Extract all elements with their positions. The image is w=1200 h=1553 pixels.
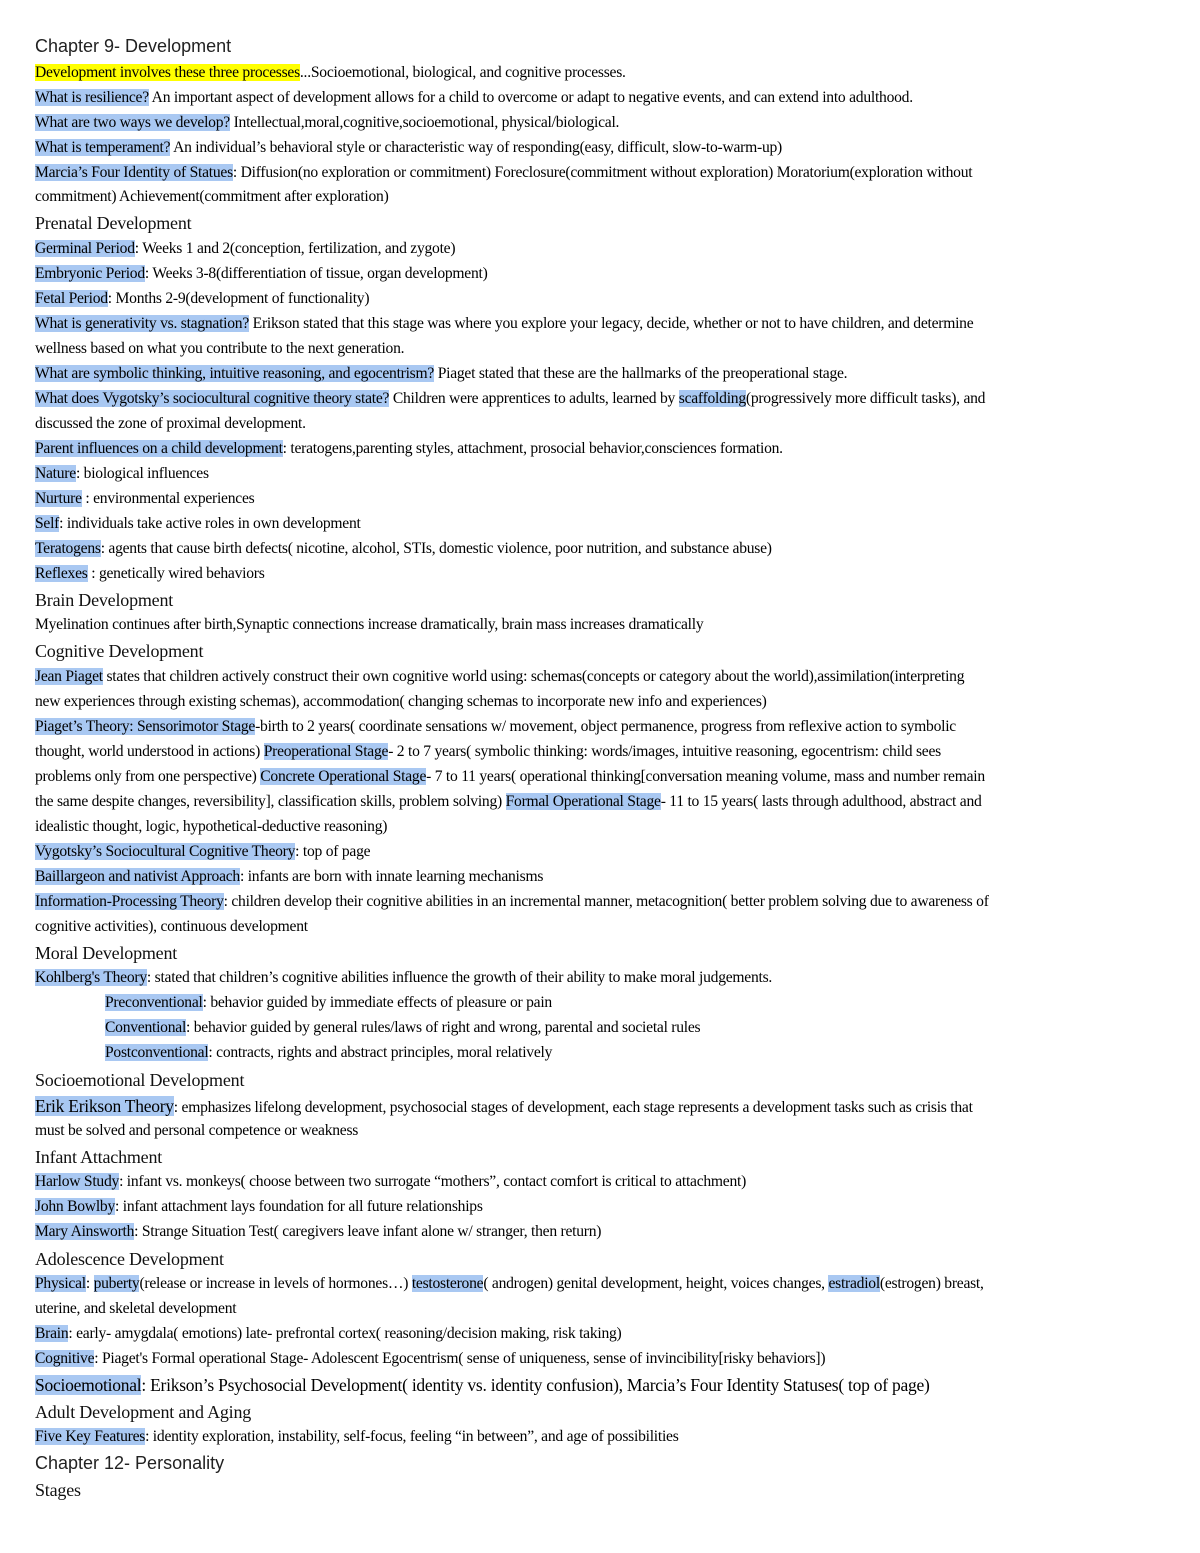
- highlight-term: Self: [35, 515, 60, 532]
- highlight-term: Preoperational Stage: [263, 743, 389, 760]
- highlight-term: Preconventional: [105, 994, 203, 1011]
- section-heading: Adolescence Development: [35, 1249, 224, 1269]
- chapter-title: Chapter 9- Development: [35, 36, 232, 56]
- text-line: Nature: biological influences: [35, 465, 209, 482]
- highlight-term: Piaget’s Theory: Sensorimotor Stage: [35, 718, 256, 735]
- text-line: Mary Ainsworth: Strange Situation Test( caregivers leave infant alone w/ stranger, then return): [35, 1223, 602, 1240]
- text-line: Parent influences on a child development: teratogens,parenting styles, attachment, prosocial behavior,consciences formation.: [35, 440, 783, 457]
- highlight-term: Socioemotional: [35, 1375, 142, 1395]
- text-line: the same despite changes, reversibility], classification skills, problem solving) Formal Operational Stage- 11 to 15 years( lasts through adulthood, abstract and: [35, 793, 982, 810]
- text-line: What are symbolic thinking, intuitive reasoning, and egocentrism? Piaget stated that these are the hallmarks of the preoperational stage.: [35, 365, 848, 382]
- text-line: must be solved and personal competence or weakness: [35, 1122, 359, 1139]
- highlight-term: Five Key Features: [35, 1428, 146, 1445]
- text-line: Piaget’s Theory: Sensorimotor Stage-birth to 2 years( coordinate sensations w/ movement, object permanence, progress from reflexive action to symbolic: [35, 718, 956, 735]
- highlight-term: Development involves these three processes: [35, 64, 300, 81]
- text-line: Five Key Features: identity exploration, instability, self-focus, feeling “in between”, and age of possibilities: [35, 1428, 679, 1445]
- text-line: Nurture : environmental experiences: [35, 490, 255, 507]
- highlight-term: What is generativity vs. stagnation?: [35, 315, 250, 332]
- text-line: Cognitive: Piaget's Formal operational Stage- Adolescent Egocentrism( sense of uniqueness, sense of invincibility[risky behaviors]): [35, 1350, 826, 1367]
- highlight-term: Nature: [35, 465, 76, 482]
- highlight-term: Baillargeon and nativist Approach: [35, 868, 240, 885]
- highlight-term: Brain: [35, 1325, 69, 1342]
- text-line: Socioemotional: Erikson’s Psychosocial Development( identity vs. identity confusion), Marcia’s Four Identity Statuses( top of page): [35, 1375, 930, 1395]
- text-line: commitment) Achievement(commitment after exploration): [35, 188, 389, 205]
- text-line: What is generativity vs. stagnation? Erikson stated that this stage was where you explore your legacy, decide, whether or not to have children, and determine: [35, 315, 974, 332]
- section-heading: Infant Attachment: [35, 1147, 163, 1167]
- text-line: Teratogens: agents that cause birth defects( nicotine, alcohol, STIs, domestic violence, poor nutrition, and substance abuse): [35, 540, 772, 557]
- text-line: Self: individuals take active roles in own development: [35, 515, 361, 532]
- highlight-term: What are symbolic thinking, intuitive reasoning, and egocentrism?: [35, 365, 435, 382]
- text-line: Baillargeon and nativist Approach: infants are born with innate learning mechanisms: [35, 868, 544, 885]
- text-line: Postconventional: contracts, rights and abstract principles, moral relatively: [105, 1044, 553, 1061]
- highlight-term: Kohlberg's Theory: [35, 969, 147, 986]
- text-line: Preconventional: behavior guided by immediate effects of pleasure or pain: [105, 994, 552, 1011]
- section-heading: Stages: [35, 1480, 81, 1500]
- text-line: Physical: puberty(release or increase in levels of hormones…) testosterone( androgen) genital development, height, voices changes, estradiol(estrogen) breast,: [35, 1275, 984, 1292]
- highlight-term: Reflexes: [35, 565, 88, 582]
- highlight-term: Mary Ainsworth: [35, 1223, 135, 1240]
- section-heading: Prenatal Development: [35, 213, 192, 233]
- text-line: problems only from one perspective) Concrete Operational Stage- 7 to 11 years( operational thinking[conversation meaning volume, mass and number remain: [35, 768, 985, 785]
- text-line: discussed the zone of proximal development.: [35, 415, 306, 432]
- highlight-term: scaffolding: [678, 390, 746, 407]
- text-line: Germinal Period: Weeks 1 and 2(conception, fertilization, and zygote): [35, 240, 456, 257]
- highlight-term: Marcia’s Four Identity of Statues: [35, 164, 233, 181]
- text-line: Development involves these three processes...Socioemotional, biological, and cognitive processes.: [35, 64, 626, 81]
- highlight-term: Information-Processing Theory: [35, 893, 224, 910]
- highlight-term: What are two ways we develop?: [35, 114, 230, 131]
- text-line: Information-Processing Theory: children develop their cognitive abilities in an incremental manner, metacognition( better problem solving due to awareness of: [35, 893, 989, 910]
- highlight-term: Physical: [35, 1275, 86, 1292]
- text-line: What is temperament? An individual’s behavioral style or characteristic way of responding(easy, difficult, slow-to-warm-up): [35, 139, 782, 156]
- highlight-term: Teratogens: [35, 540, 101, 557]
- highlight-term: estradiol: [828, 1275, 880, 1292]
- section-heading: Cognitive Development: [35, 641, 204, 661]
- text-line: Embryonic Period: Weeks 3-8(differentiation of tissue, organ development): [35, 265, 488, 282]
- text-line: Kohlberg's Theory: stated that children’s cognitive abilities influence the growth of their ability to make moral judgements.: [35, 969, 773, 986]
- text-line: new experiences through existing schemas), accommodation( changing schemas to incorporate new info and experiences): [35, 693, 767, 710]
- text-line: wellness based on what you contribute to the next generation.: [35, 340, 405, 357]
- highlight-term: What is temperament?: [35, 139, 171, 156]
- chapter-title: Chapter 12- Personality: [35, 1453, 225, 1473]
- section-heading: Adult Development and Aging: [35, 1402, 252, 1422]
- highlight-term: Fetal Period: [35, 290, 108, 307]
- text-line: idealistic thought, logic, hypothetical-deductive reasoning): [35, 818, 388, 835]
- text-line: What is resilience? An important aspect of development allows for a child to overcome or adapt to negative events, and can extend into adulthood.: [35, 89, 913, 106]
- highlight-term: Postconventional: [105, 1044, 209, 1061]
- section-heading: Moral Development: [35, 943, 178, 963]
- text-line: uterine, and skeletal development: [35, 1300, 237, 1317]
- text-line: What are two ways we develop? Intellectual,moral,cognitive,socioemotional, physical/biological.: [35, 114, 620, 131]
- highlight-term: Nurture: [35, 490, 82, 507]
- text-line: Jean Piaget states that children actively construct their own cognitive world using: schemas(concepts or category about the world),assimilation(interpreting: [35, 668, 965, 685]
- highlight-term: Cognitive: [35, 1350, 95, 1367]
- highlight-term: Conventional: [105, 1019, 187, 1036]
- highlight-term: testosterone: [411, 1275, 484, 1292]
- highlight-term: Jean Piaget: [35, 668, 103, 685]
- highlight-term: Formal Operational Stage: [505, 793, 661, 810]
- highlight-term: Concrete Operational Stage: [260, 768, 427, 785]
- section-heading: Socioemotional Development: [35, 1070, 245, 1090]
- text-line: Harlow Study: infant vs. monkeys( choose between two surrogate “mothers”, contact comfort is critical to attachment): [35, 1173, 747, 1190]
- text-line: What does Vygotsky’s sociocultural cognitive theory state? Children were apprentices to adults, learned by scaffolding(progressively more difficult tasks), and: [35, 390, 986, 407]
- text-line: Brain: early- amygdala( emotions) late- prefrontal cortex( reasoning/decision making, risk taking): [35, 1325, 622, 1342]
- highlight-term: Erik Erikson Theory: [35, 1096, 174, 1116]
- text-line: Myelination continues after birth,Synaptic connections increase dramatically, brain mass increases dramatically: [35, 616, 704, 633]
- text-line: cognitive activities), continuous development: [35, 918, 308, 935]
- highlight-term: Parent influences on a child development: [35, 440, 283, 457]
- highlight-term: John Bowlby: [35, 1198, 115, 1215]
- highlight-term: What is resilience?: [35, 89, 149, 106]
- highlight-term: Embryonic Period: [35, 265, 145, 282]
- text-line: Fetal Period: Months 2-9(development of functionality): [35, 290, 370, 307]
- text-line: Erik Erikson Theory: emphasizes lifelong development, psychosocial stages of development, each stage represents a development tasks such as crisis that: [35, 1096, 973, 1116]
- text-line: Vygotsky’s Sociocultural Cognitive Theory: top of page: [35, 843, 371, 860]
- text-line: thought, world understood in actions) Preoperational Stage- 2 to 7 years( symbolic thinking: words/images, intuitive reasoning, egocentrism: child sees: [35, 743, 941, 760]
- highlight-term: Harlow Study: [35, 1173, 120, 1190]
- text-line: John Bowlby: infant attachment lays foundation for all future relationships: [35, 1198, 483, 1215]
- highlight-term: What does Vygotsky’s sociocultural cognitive theory state?: [35, 390, 390, 407]
- highlight-term: Vygotsky’s Sociocultural Cognitive Theory: [35, 843, 296, 860]
- text-line: Marcia’s Four Identity of Statues: Diffusion(no exploration or commitment) Foreclosure(commitment without exploration) Moratorium(exploration without: [35, 164, 973, 181]
- highlight-term: Germinal Period: [35, 240, 135, 257]
- section-heading: Brain Development: [35, 590, 174, 610]
- text-line: Reflexes : genetically wired behaviors: [35, 565, 265, 582]
- highlight-term: puberty: [93, 1275, 140, 1292]
- text-line: Conventional: behavior guided by general rules/laws of right and wrong, parental and societal rules: [105, 1019, 701, 1036]
